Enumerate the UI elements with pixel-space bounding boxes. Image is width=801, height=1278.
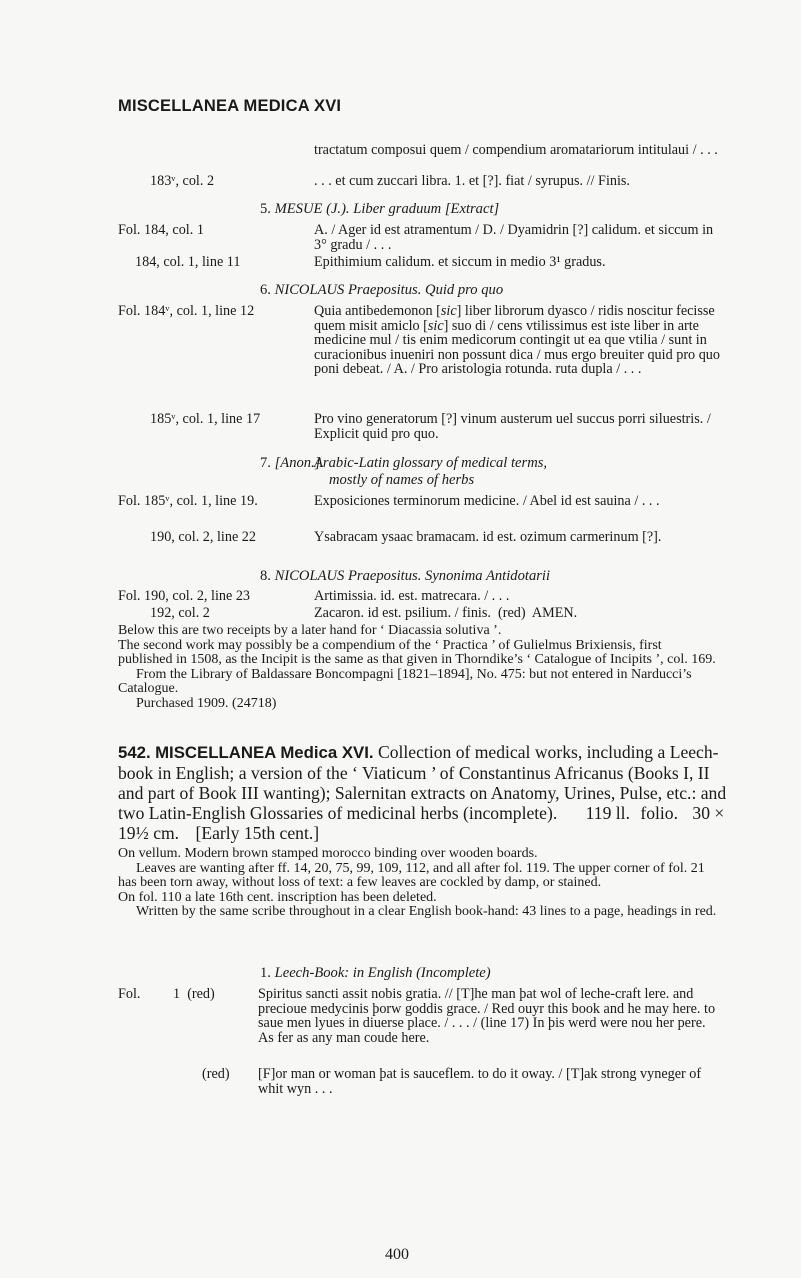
description-block xyxy=(118,847,718,920)
entry-size: 30 × 19½ cm. xyxy=(118,803,725,843)
entry-542 xyxy=(118,742,728,843)
note-1: Below this are two receipts by a later hand for ‘ Diacassia solutiva ’. xyxy=(118,623,502,638)
entry-body: Collection of medical works, including a Leech-book in English; a version of the ‘ Viaticum ’ of Constantinus Africanus (Books I, II and part of Book III wanting); Salernitan extracts on Anatomy, Urines, Pulse, etc.: and two Latin-English Glossaries of medicinal herbs (incomplete). xyxy=(118,742,727,823)
sec7-title-1 xyxy=(314,455,547,472)
sec5-ref-1: Fol. 184, col. 1 xyxy=(118,222,204,238)
sec8-author: NICOLAUS Praepositus. xyxy=(274,568,422,584)
notes-block xyxy=(118,624,718,711)
sec7-text-2: Ysabracam ysaac bramacam. id est. ozimum carmerinum [?]. xyxy=(314,529,662,545)
sec8-heading xyxy=(260,568,550,585)
item1-num: 1. xyxy=(260,965,271,981)
sec8-num: 8. xyxy=(260,568,271,584)
note-2: The second work may possibly be a compendium of the ‘ Practica ’ of Gulielmus Brixiensis, first published in 1508, as the Incipit is the same as that given in Thorndike’s ‘ Catalogue of Incipits ’, col. 169. xyxy=(118,637,716,667)
note-4: Purchased 1909. (24718) xyxy=(136,695,277,711)
sec7-author: [Anon.]. xyxy=(274,455,325,471)
sec7-ref-1: Fol. 185ᵛ, col. 1, line 19. xyxy=(118,493,258,509)
sec8-ref-1: Fol. 190, col. 2, line 23 xyxy=(118,588,251,604)
sec6-text-1a: Quia antibedemonon [ xyxy=(314,303,441,319)
item1-heading xyxy=(260,965,491,982)
sec7-text-1: Exposiciones terminorum medicine. / Abel id est sauina / . . . xyxy=(314,493,660,509)
desc-1: On vellum. Modern brown stamped morocco binding over wooden boards. xyxy=(118,846,538,861)
sec8-text-2: Zacaron. id est. psilium. / finis. (red) AMEN. xyxy=(314,605,578,621)
sec6-num: 6. xyxy=(260,282,271,298)
entry-format: folio. xyxy=(640,803,679,823)
sec8-ref-2: 192, col. 2 xyxy=(150,605,210,621)
sec6-author: NICOLAUS Praepositus. xyxy=(274,282,422,298)
sec6-ref-1: Fol. 184ᵛ, col. 1, line 12 xyxy=(118,303,255,319)
sec5-pre-text-1: tractatum composui quem / compendium aromatariorum intitulaui / . . . xyxy=(314,142,718,158)
item1-ref-1b: 1 (red) xyxy=(173,986,215,1002)
item1-ref-1a: Fol. xyxy=(118,986,141,1002)
entry-date: [Early 15th cent.] xyxy=(195,823,320,843)
sec5-num: 5. xyxy=(260,201,271,217)
page-number: 400 xyxy=(385,1246,409,1263)
sic-1: sic xyxy=(440,303,457,319)
sec8-text-1: Artimissia. id. est. matrecara. / . . . xyxy=(314,588,510,604)
sec6-text-1 xyxy=(314,304,726,377)
sec6-heading xyxy=(260,282,503,299)
sec6-text-1b: ] liber librorum dyasco / ridis noscitur fecisse quem misit amiclo [ xyxy=(314,303,715,334)
item1-ref-2: (red) xyxy=(202,1066,230,1082)
entry-title: MISCELLANEA Medica XVI. xyxy=(155,743,374,762)
sec5-text-2: Epithimium calidum. et siccum in medio 3¹ gradus. xyxy=(314,254,606,270)
sec5-extract: [Extract] xyxy=(444,201,500,217)
entry-extent: 119 ll. xyxy=(585,803,630,823)
sec5-text-1: A. / Ager id est atramentum / D. / Dyamidrin [?] calidum. et siccum in 3° gradu / . . . xyxy=(314,222,714,253)
sec5-heading xyxy=(260,201,499,218)
sec6-text-1c: ] suo di / cens vtilissimus est iste liber in arte medicine mul / tis enim medicorum contingit ut ea que vtilia / sunt in curacionibus inueniri non possunt dica / mus ergo breuiter quid pro quo poni debeat. / A. / Pro aristologia rotunda. ruta dupla / . . . xyxy=(314,317,720,377)
desc-4: Written by the same scribe throughout in a clear English book-hand: 43 lines to a page, headings in red. xyxy=(136,904,717,919)
item1-text-1: Spiritus sancti assit nobis gratia. // [T]he man þat wol of leche-craft lere. and precioue medycinis þorw goddis grace. / Red ouyr this book and he may here. to saue men lyues in diuerse place. / . . . / (line 17) In þis werd were nou her pere. As fer as any man coude here. xyxy=(258,986,716,1046)
item1-incomplete: (Incomplete) xyxy=(416,965,491,981)
sec6-text-2: Pro vino generatorum [?] vinum austerum uel succus porri siluestris. / Explicit quid pro quo. xyxy=(314,411,711,442)
item1-text-2: [F]or man or woman þat is sauceflem. to do it oway. / [T]ak strong vyneger of whit wyn . . . xyxy=(258,1066,702,1097)
sec5-ref-2: 184, col. 1, line 11 xyxy=(135,254,241,270)
desc-3: On fol. 110 a late 16th cent. inscription has been deleted. xyxy=(118,889,437,905)
sec5-title: Liber graduum xyxy=(353,201,442,217)
sec6-ref-2: 185ᵛ, col. 1, line 17 xyxy=(150,411,261,427)
sec7-title-2-text: mostly of names of herbs xyxy=(329,472,475,488)
sec7-title-1-text: Arabic-Latin glossary of medical terms, xyxy=(314,455,548,471)
sec7-num: 7. xyxy=(260,455,271,471)
sec5-author: MESUE (J.). xyxy=(274,201,350,217)
desc-2: Leaves are wanting after ff. 14, 20, 75, 99, 109, 112, and all after fol. 119. The upper corner of fol. 21 has been torn away, without loss of text: a few leaves are cockled by damp, or stained. xyxy=(118,860,705,890)
sec5-pre-text-2: . . . et cum zuccari libra. 1. et [?]. fiat / syrupus. // Finis. xyxy=(314,173,630,189)
sec7-ref-2: 190, col. 2, line 22 xyxy=(150,529,256,545)
sec6-title: Quid pro quo xyxy=(425,282,504,298)
sec5-pre-ref-1: 183ᵛ, col. 2 xyxy=(150,173,215,189)
item1-title: Leech-Book: in English xyxy=(274,965,413,981)
sic-2: sic xyxy=(427,317,444,334)
note-3: From the Library of Baldassare Boncompagni [1821–1894], No. 475: but not entered in Narducci’s Catalogue. xyxy=(118,666,692,696)
sec8-title: Synonima Antidotarii xyxy=(425,568,551,584)
running-head: MISCELLANEA MEDICA XVI xyxy=(118,97,342,115)
sec7-title-2 xyxy=(329,472,474,489)
entry-number: 542. xyxy=(118,743,151,762)
